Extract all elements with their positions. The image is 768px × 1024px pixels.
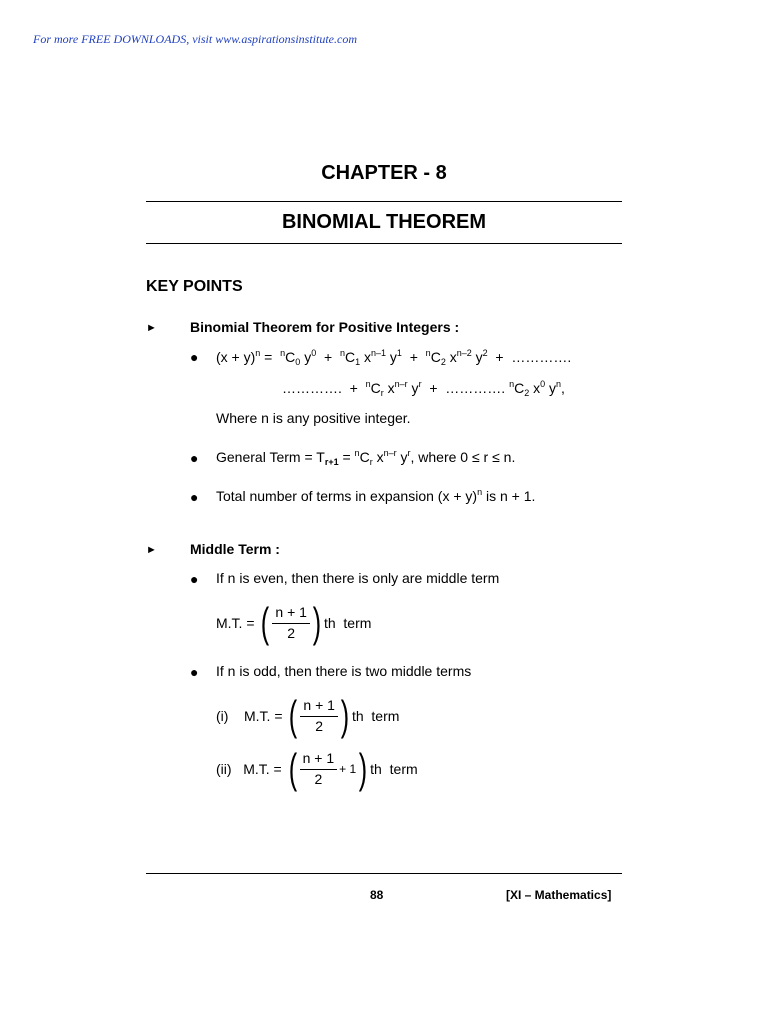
expansion-formula-line2: …………. + $^nC_r$ $x^{n-r}$ $y^r$ + …………. $^nC_2$ $x^0$ $y^n$, [282, 379, 565, 398]
chapter-heading: CHAPTER - 8 [321, 162, 447, 184]
expansion-formula-line1: $(x + y)^n = ^nC_0$ $y^0 + ^nC_1$ $x^{n-1}$ $y^1 + ^nC_2$ $x^{n-2}$ $y^2$ + …………. [216, 348, 572, 367]
bullet-icon: ● [190, 571, 199, 587]
general-term-formula: General Term = $T_{r+1} = ^nC_r$ $x^{n-r}$ $y^r$, where 0 ≤ r ≤ n. [216, 448, 516, 467]
middle-term-odd-formula-i: (i) M.T. = ( $\frac{n + 1}{2}$ ) th term [216, 692, 400, 739]
middle-term-odd-formula-ii: (ii) M.T. = ( $\frac{n + 1}{2}$ + 1 ) th term [216, 745, 418, 792]
middle-term-even-formula: M.T. = ( $\frac{n + 1}{2}$ ) th term [216, 599, 372, 646]
section-arrow-icon: ► [146, 322, 157, 334]
total-terms-text: Total number of terms in expansion $(x + y)^n$ is n + 1. [216, 487, 536, 504]
page-number: 88 [370, 888, 384, 902]
bullet-icon: ● [190, 664, 199, 680]
key-points-heading: KEY POINTS [146, 278, 243, 295]
bullet-icon: ● [190, 489, 199, 505]
footer-subject: [XI – Mathematics] [506, 888, 612, 902]
heading-divider-bottom [146, 243, 622, 244]
positive-integer-note: Where n is any positive integer. [216, 410, 411, 426]
heading-divider-top [146, 201, 622, 202]
bullet-icon: ● [190, 349, 199, 365]
section-arrow-icon: ► [146, 544, 157, 556]
even-case-text: If n is even, then there is only are middle term [216, 570, 500, 586]
section-heading-middle-term: Middle Term : [190, 541, 280, 557]
chapter-title: BINOMIAL THEOREM [281, 211, 487, 233]
odd-case-text: If n is odd, then there is two middle terms [216, 663, 472, 679]
top-download-link[interactable]: For more FREE DOWNLOADS, visit www.aspirationsinstitute.com [33, 32, 357, 46]
section-heading-binomial: Binomial Theorem for Positive Integers : [190, 319, 460, 335]
footer-divider [146, 873, 622, 874]
bullet-icon: ● [190, 450, 199, 466]
